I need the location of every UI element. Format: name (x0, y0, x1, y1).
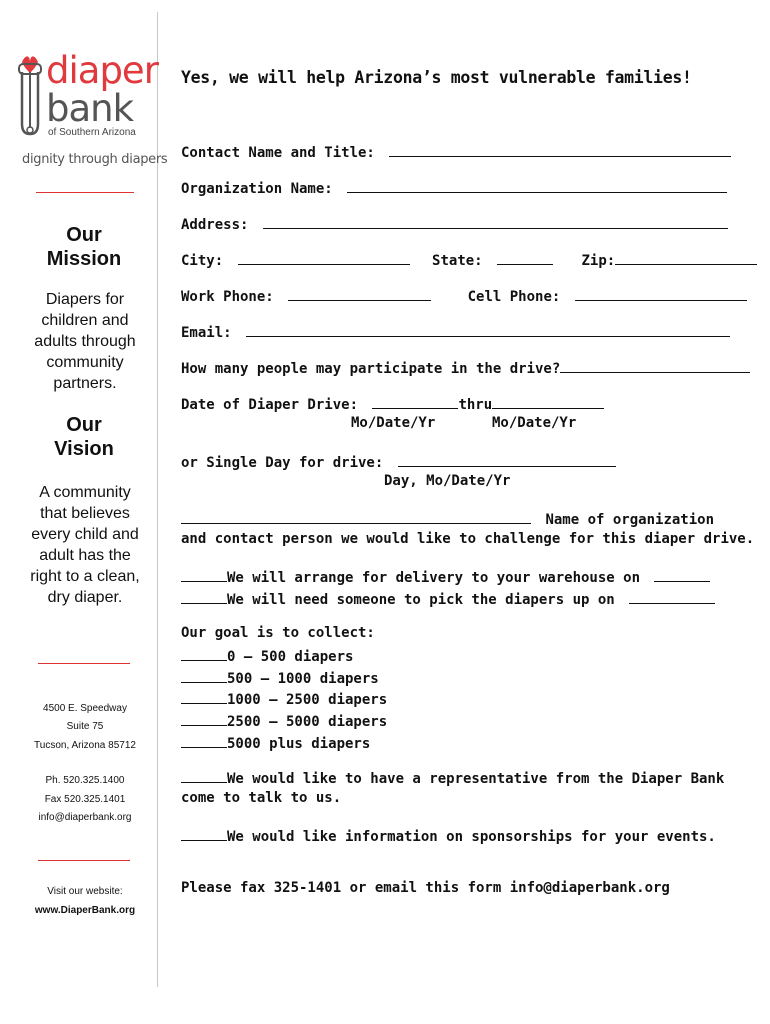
challenge-text: and contact person we would like to challenge for this diaper drive. (181, 531, 755, 547)
challenge-org-field[interactable] (181, 509, 531, 524)
mission-text-line: Diapers for (45, 291, 125, 308)
cell-phone-label: Cell Phone: (467, 289, 561, 305)
mission-heading-line: Our (66, 224, 102, 246)
vision-heading-line: Vision (54, 438, 114, 460)
mission-heading (24, 223, 144, 271)
mission-text-line: partners. (53, 375, 117, 392)
org-name-row (181, 178, 727, 197)
address-label: Address: (181, 217, 249, 233)
delivery-date-field[interactable] (654, 567, 710, 582)
participants-row (181, 358, 750, 377)
mission-text-line: children and (41, 312, 129, 329)
logo-subtitle: of Southern Arizona (48, 127, 136, 138)
diaper-bank-logo (16, 50, 156, 145)
fax-number: Fax 520.325.1401 (44, 794, 126, 805)
email-field[interactable] (246, 322, 730, 337)
contact-name-row (181, 142, 731, 161)
vision-text (18, 482, 152, 608)
goal-checkbox[interactable] (181, 668, 227, 683)
vision-heading-line: Our (66, 414, 102, 436)
participants-field[interactable] (560, 358, 750, 373)
mission-text-line: community (46, 354, 124, 371)
goal-label: 2500 – 5000 diapers (227, 714, 388, 730)
goal-label: 5000 plus diapers (227, 736, 371, 752)
sponsorship-checkbox[interactable] (181, 826, 227, 841)
email-row (181, 322, 730, 341)
participants-label: How many people may participate in the drive? (181, 361, 561, 377)
website-link[interactable]: www.DiaperBank.org (34, 905, 136, 916)
phone-number: Ph. 520.325.1400 (45, 775, 125, 786)
vision-text-line: dry diaper. (47, 589, 123, 606)
vision-text-line: right to a clean, (30, 568, 140, 585)
state-label: State: (432, 253, 483, 269)
address-line: 4500 E. Speedway (43, 703, 127, 714)
city-label: City: (181, 253, 224, 269)
address-field[interactable] (263, 214, 728, 229)
website-label: Visit our website: (47, 886, 123, 897)
goal-label: 500 – 1000 diapers (227, 671, 379, 687)
goal-heading: Our goal is to collect: (181, 625, 375, 641)
representative-row (181, 768, 724, 787)
sidebar-rule (36, 192, 134, 193)
address-row (181, 214, 728, 233)
fax-instructions: Please fax 325-1401 or email this form info@diaperbank.org (181, 880, 670, 896)
challenge-label: Name of organization (545, 512, 715, 528)
contact-name-label: Contact Name and Title: (181, 145, 375, 161)
drive-start-date-field[interactable] (372, 394, 458, 409)
tagline: dignity through diapers (22, 152, 168, 167)
goal-option (181, 689, 387, 708)
goal-checkbox[interactable] (181, 711, 227, 726)
delivery-row (181, 567, 710, 586)
logo-word-bank: bank (46, 87, 134, 130)
drive-date-label: Date of Diaper Drive: (181, 397, 359, 413)
representative-label: We would like to have a representative from the Diaper Bank (227, 771, 725, 787)
goal-checkbox[interactable] (181, 646, 227, 661)
vision-text-line: A community (39, 484, 131, 501)
start-date-format: Mo/Date/Yr (351, 415, 436, 431)
goal-label: 1000 – 2500 diapers (227, 692, 388, 708)
zip-label: Zip: (581, 253, 616, 269)
vision-text-line: that believes (40, 505, 130, 522)
pickup-date-field[interactable] (629, 589, 715, 604)
single-day-field[interactable] (398, 452, 616, 467)
vision-text-line: every child and (31, 526, 139, 543)
address-line: Tucson, Arizona 85712 (34, 740, 136, 751)
pickup-label: We will need someone to pick the diapers up on (227, 592, 615, 608)
form-title: Yes, we will help Arizona’s most vulnerable families! (181, 68, 692, 87)
sponsorship-row (181, 826, 716, 845)
pickup-checkbox[interactable] (181, 589, 227, 604)
end-date-format: Mo/Date/Yr (492, 415, 577, 431)
phone-row (181, 286, 747, 305)
sponsorship-label: We would like information on sponsorships for your events. (227, 829, 716, 845)
mission-text (18, 289, 152, 394)
vision-text-line: adult has the (39, 547, 131, 564)
vision-heading (24, 413, 144, 461)
state-field[interactable] (497, 250, 553, 265)
goal-option (181, 733, 370, 752)
work-phone-label: Work Phone: (181, 289, 274, 305)
sidebar-rule (38, 860, 130, 861)
sidebar-rule (38, 663, 130, 664)
challenge-row (181, 509, 714, 528)
goal-option (181, 711, 387, 730)
cell-phone-field[interactable] (575, 286, 747, 301)
representative-checkbox[interactable] (181, 768, 227, 783)
address-line: Suite 75 (66, 721, 104, 732)
goal-option (181, 668, 379, 687)
email-link[interactable]: info@diaperbank.org (38, 812, 132, 823)
city-field[interactable] (238, 250, 410, 265)
work-phone-field[interactable] (288, 286, 431, 301)
pickup-row (181, 589, 715, 608)
delivery-checkbox[interactable] (181, 567, 227, 582)
single-day-label: or Single Day for drive: (181, 455, 384, 471)
zip-field[interactable] (615, 250, 757, 265)
org-name-label: Organization Name: (181, 181, 333, 197)
mission-text-line: adults through (34, 333, 136, 350)
thru-label: thru (458, 397, 493, 413)
logo-word-diaper: diaper (46, 49, 158, 92)
goal-checkbox[interactable] (181, 733, 227, 748)
drive-end-date-field[interactable] (492, 394, 604, 409)
goal-label: 0 – 500 diapers (227, 649, 354, 665)
city-state-zip-row (181, 250, 757, 269)
single-day-format: Day, Mo/Date/Yr (384, 473, 511, 489)
delivery-label: We will arrange for delivery to your warehouse on (227, 570, 641, 586)
single-day-row (181, 452, 616, 471)
mission-heading-line: Mission (46, 248, 122, 270)
email-label: Email: (181, 325, 232, 341)
contact-name-field[interactable] (389, 142, 731, 157)
representative-text: come to talk to us. (181, 790, 342, 806)
drive-date-row (181, 394, 604, 413)
goal-option (181, 646, 353, 665)
goal-checkbox[interactable] (181, 689, 227, 704)
org-name-field[interactable] (347, 178, 727, 193)
